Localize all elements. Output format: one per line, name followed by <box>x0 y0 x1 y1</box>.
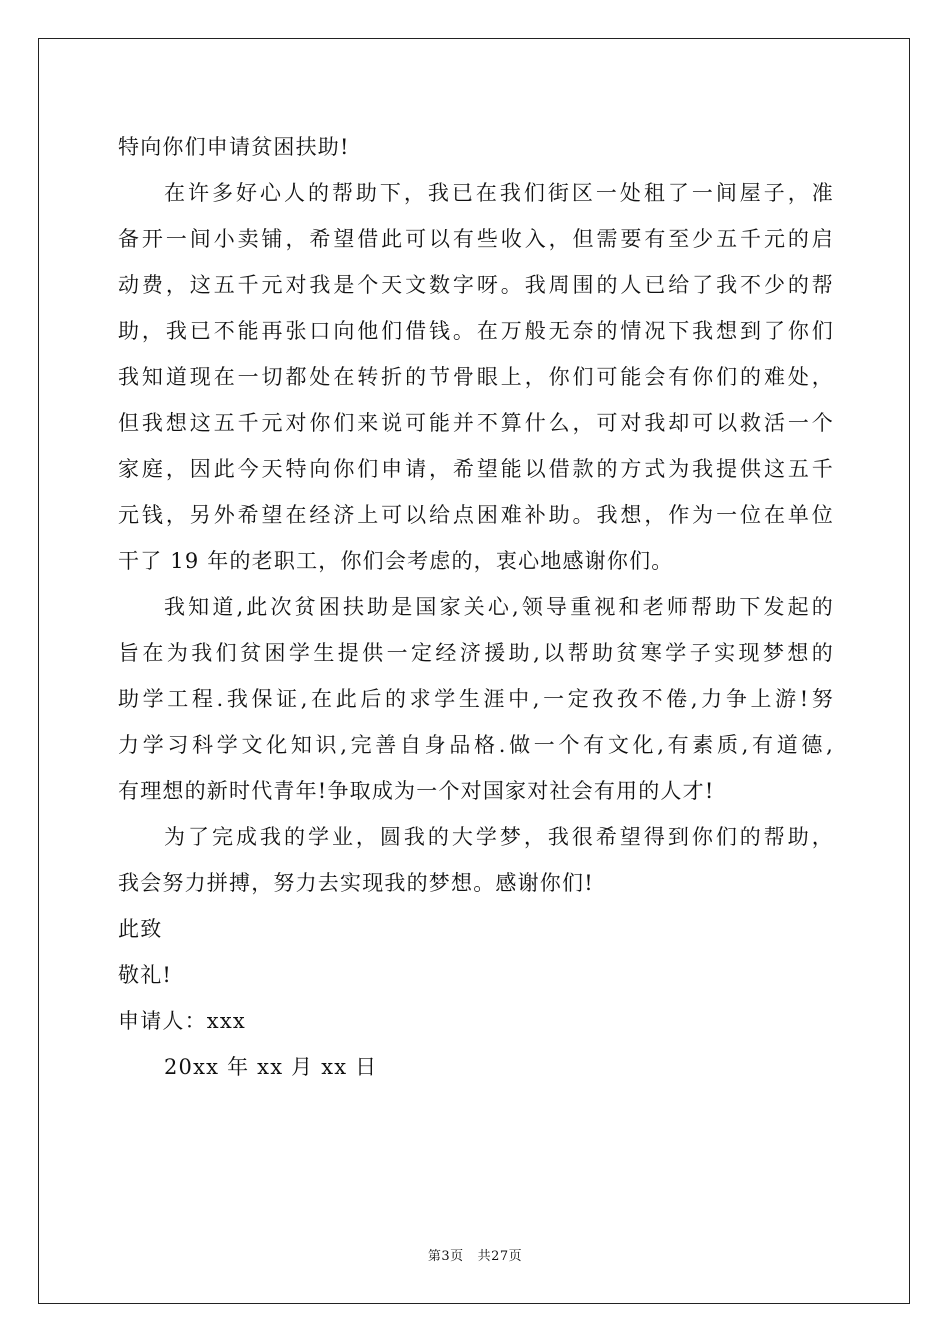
text-line: 家庭，因此今天特向你们申请，希望能以借款的方式为我提供这五千 <box>118 457 834 481</box>
text-line: 干了 19 年的老职工，你们会考虑的，衷心地感谢你们。 <box>118 549 674 573</box>
text-line: 旨在为我们贫困学生提供一定经济援助,以帮助贫寒学子实现梦想的 <box>118 641 834 665</box>
text-line: 为了完成我的学业，圆我的大学梦，我很希望得到你们的帮助， <box>164 825 834 849</box>
closing-line: 此致 <box>118 917 163 941</box>
text-line: 力学习科学文化知识,完善自身品格.做一个有文化,有素质,有道德, <box>118 733 834 757</box>
text-line: 但我想这五千元对你们来说可能并不算什么，可对我却可以救活一个 <box>118 411 834 435</box>
page-number: 第3页 <box>427 1249 464 1264</box>
date-line: 20xx 年 xx 月 xx 日 <box>164 1055 378 1079</box>
text-line: 我知道,此次贫困扶助是国家关心,领导重视和老师帮助下发起的 <box>164 595 834 619</box>
page-total: 共27页 <box>477 1249 523 1264</box>
text-line: 动费，这五千元对我是个天文数字呀。我周围的人已给了我不少的帮 <box>118 273 834 297</box>
page-footer <box>0 1245 950 1264</box>
text-line: 我会努力拼搏，努力去实现我的梦想。感谢你们! <box>118 871 594 895</box>
text-line: 在许多好心人的帮助下，我已在我们街区一处租了一间屋子，准 <box>164 181 834 205</box>
text-line: 助学工程.我保证,在此后的求学生涯中,一定孜孜不倦,力争上游!努 <box>118 687 834 711</box>
text-line: 我知道现在一切都处在转折的节骨眼上，你们可能会有你们的难处， <box>118 365 834 389</box>
applicant-line: 申请人：xxx <box>118 1009 246 1033</box>
text-line: 元钱，另外希望在经济上可以给点困难补助。我想，作为一位在单位 <box>118 503 834 527</box>
text-line: 有理想的新时代青年!争取成为一个对国家对社会有用的人才! <box>118 779 715 803</box>
salutation-line: 敬礼! <box>118 963 173 987</box>
text-line: 备开一间小卖铺，希望借此可以有些收入，但需要有至少五千元的启 <box>118 227 834 251</box>
letter-body <box>118 124 834 1090</box>
text-line: 助，我已不能再张口向他们借钱。在万般无奈的情况下我想到了你们 <box>118 319 834 343</box>
text-line: 特向你们申请贫困扶助! <box>118 135 350 159</box>
